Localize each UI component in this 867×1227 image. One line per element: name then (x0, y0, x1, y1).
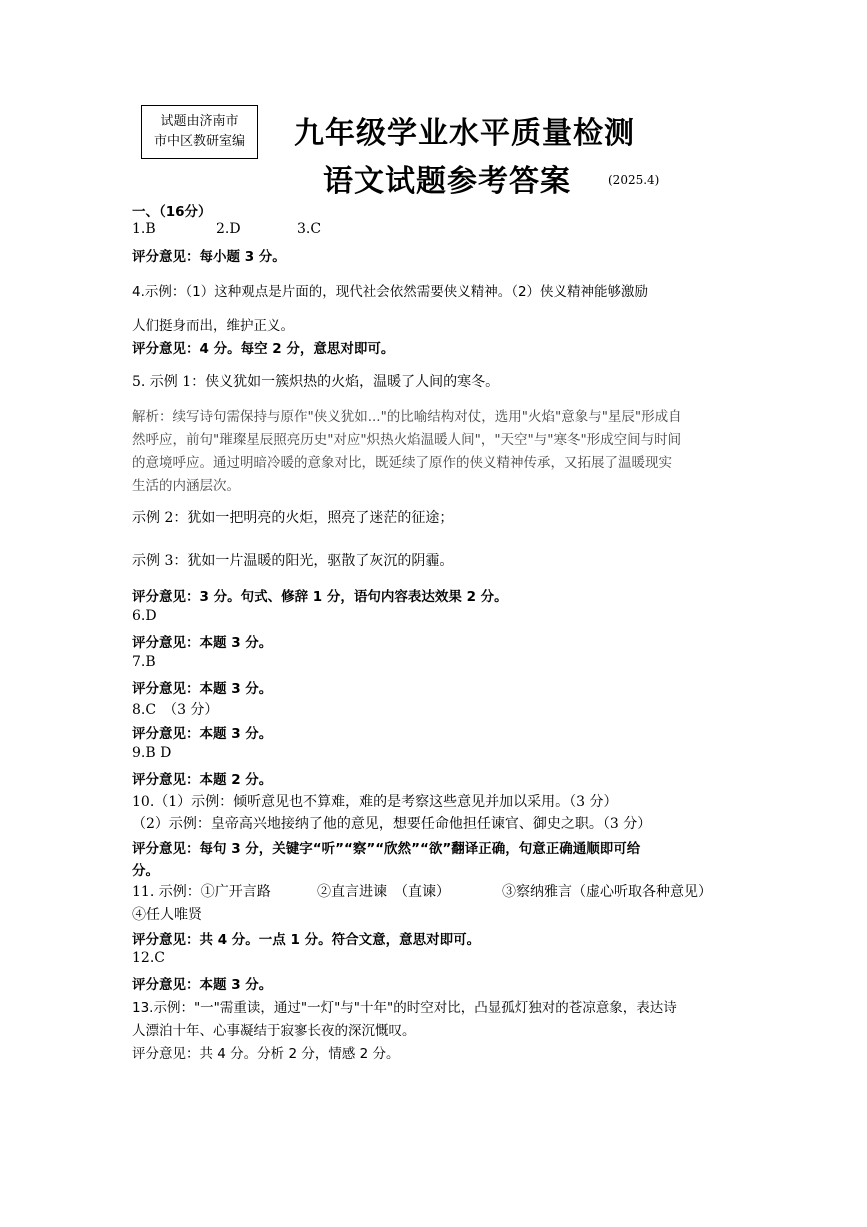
q5-score: 评分意见：3 分。句式、修辞 1 分，语句内容表达效果 2 分。 (132, 589, 508, 605)
q5-example-1: 5. 示例 1：侠义犹如一簇炽热的火焰，温暖了人间的寒冬。 (132, 374, 500, 390)
q11-line-1 (132, 881, 712, 901)
q11-line-2: ④任人唯贤 (132, 907, 202, 923)
q5-analysis-line-4: 生活的内涵层次。 (132, 478, 240, 494)
q4-line-1: 4.示例：（1）这种观点是片面的，现代社会依然需要侠义精神。（2）侠义精神能够激励 (132, 284, 649, 300)
q11-point-3: ③察纳雅言（虚心听取各种意见） (502, 884, 712, 900)
score-1-3: 评分意见：每小题 3 分。 (132, 249, 286, 265)
q13-line-2: 人漂泊十年、心事凝结于寂寥长夜的深沉慨叹。 (132, 1023, 416, 1039)
q4-score: 评分意见：4 分。每空 2 分，意思对即可。 (132, 341, 395, 357)
q10-line-2: （2）示例：皇帝高兴地接纳了他的意见，想要任命他担任谏官、御史之职。（3 分） (132, 816, 652, 832)
q5-analysis-line-3: 的意境呼应。通过明暗冷暖的意象对比，既延续了原作的侠义精神传承，又拓展了温暖现实 (132, 455, 672, 471)
q10-score-line-1: 评分意见：每句 3 分，关键字“听”“察”“欣然”“欲”翻译正确，句意正确通顺即可给 (132, 841, 641, 857)
answer-3: 3.C (297, 221, 322, 237)
q11-point-2: ②直言进谏 （直谏） (317, 884, 450, 900)
q4-line-2: 人们挺身而出，维护正义。 (132, 318, 294, 334)
q5-example-2: 示例 2：犹如一把明亮的火炬，照亮了迷茫的征途； (132, 510, 454, 526)
stamp-line-2: 市中区教研室编 (153, 134, 245, 149)
answers-1-3 (132, 221, 321, 237)
q13-line-1: 13.示例："一"需重读，通过"一灯"与"十年"的时空对比，凸显孤灯独对的苍凉意象，表达诗 (132, 1000, 677, 1016)
q6-answer: 6.D (132, 608, 157, 624)
page-title: 九年级学业水平质量检测 (294, 116, 635, 151)
q11-score: 评分意见：共 4 分。一点 1 分。符合文意，意思对即可。 (132, 932, 481, 948)
q5-analysis-line-1: 解析：续写诗句需保持与原作"侠义犹如..."的比喻结构对仗，选用"火焰"意象与"星辰"形成自 (132, 409, 682, 425)
q9-answer: 9.B D (132, 745, 172, 761)
answer-1: 1.B (132, 221, 156, 237)
q5-example-3: 示例 3：犹如一片温暖的阳光，驱散了灰沉的阴霾。 (132, 553, 454, 569)
page-subtitle: 语文试题参考答案 (323, 164, 571, 199)
q8-score: 评分意见：本题 3 分。 (132, 726, 273, 742)
q12-score: 评分意见：本题 3 分。 (132, 977, 273, 993)
answer-2: 2.D (216, 221, 241, 237)
q7-answer: 7.B (132, 654, 156, 670)
source-stamp-box (141, 105, 258, 159)
q6-score: 评分意见：本题 3 分。 (132, 635, 273, 651)
q10-line-1: 10.（1）示例：倾听意见也不算难，难的是考察这些意见并加以采用。（3 分） (132, 794, 618, 810)
q8-answer: 8.C （3 分） (132, 702, 219, 718)
exam-date: (2025.4) (608, 173, 660, 187)
q9-score: 评分意见：本题 2 分。 (132, 772, 273, 788)
q7-score: 评分意见：本题 3 分。 (132, 681, 273, 697)
q12-answer: 12.C (132, 950, 165, 966)
q5-analysis-line-2: 然呼应，前句"璀璨星辰照亮历史"对应"炽热火焰温暖人间"，"天空"与"寒冬"形成空间与时间 (132, 432, 682, 448)
q13-score: 评分意见：共 4 分。分析 2 分，情感 2 分。 (132, 1046, 400, 1062)
q11-point-1: 11. 示例：①广开言路 (132, 884, 271, 900)
q10-score-line-2: 分。 (132, 863, 159, 879)
section-heading: 一、（16分） (132, 204, 212, 220)
stamp-line-1: 试题由济南市 (160, 114, 239, 129)
